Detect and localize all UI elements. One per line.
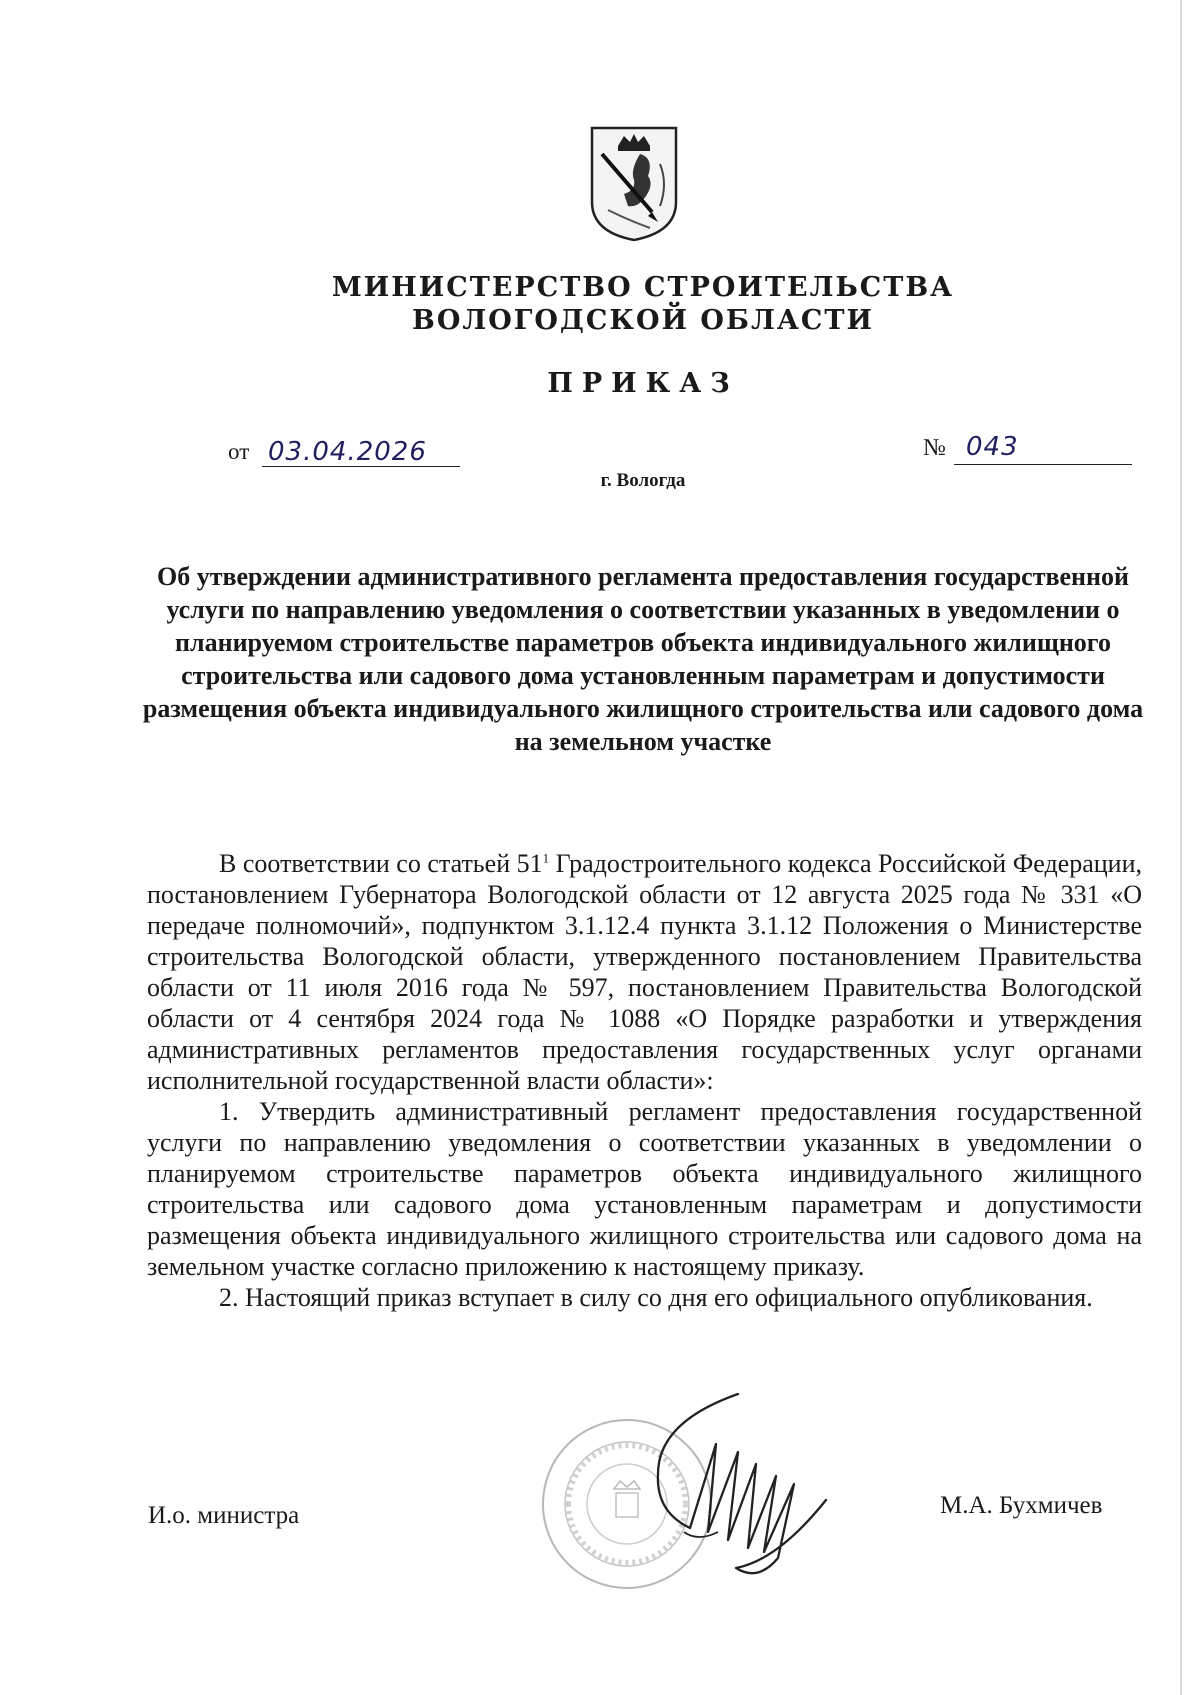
ministry-name-line1: МИНИСТЕРСТВО СТРОИТЕЛЬСТВА [331,272,955,303]
number-value: 043 [966,432,1019,462]
document-subject: Об утверждении административного регламента предоставления государственной услуги по направлению уведомления о соответствии указанных в уведомлении о планируемом строительстве параметров объекта индивидуального жилищного строительства или садового дома установленным параметрам и допустимости размещения объекта индивидуального жилищного строительства или садового дома на земельном участке [142,562,1144,756]
date-prefix: от [228,439,250,464]
preamble-text-end: Градостроительного кодекса Российской Федерации, постановлением Губернатора Вологодской области от 12 августа 2025 года № 331 «О передаче полномочий», подпунктом 3.1.12.4 пункта 3.1.12 Положения о Министерстве строительства Вологодской области, утвержденного постановлением Правительства области от 11 июля 2016 года № 597, постановлением Правительства Вологодской области от 4 сентября 2024 года № 1088 «О Порядке разработки и утверждения административных регламентов предоставления государственных услуг органами исполнительной государственной власти области»: [147,849,1142,1095]
vologda-coat-of-arms-icon [588,124,680,244]
document-type: ПРИКАЗ [547,368,739,399]
handwritten-signature [588,1382,828,1592]
preamble-text-start: В соответствии со статьей 51 [219,849,543,878]
signatory-name: М.А. Бухмичев [940,1492,1103,1519]
date-value: 03.04.2026 [268,437,427,467]
item-2-paragraph: 2. Настоящий приказ вступает в силу со дня его официального опубликования. [219,1283,1093,1312]
signatory-position: И.о. министра [148,1502,300,1529]
document-body [147,848,1142,1313]
item-1-paragraph: 1. Утвердить административный регламент предоставления государственной услуги по направлению уведомления о соответствии указанных в уведомлении о планируемом строительстве параметров объекта индивидуального жилищного строительства или садового дома установленным параметрам и допустимости размещения объекта индивидуального жилищного строительства или садового дома на земельном участке согласно приложению к настоящему приказу. [147,1097,1142,1281]
city: г. Вологда [600,470,686,491]
number-underline [954,464,1132,465]
number-prefix: № [923,435,946,461]
ministry-name-line2: ВОЛОГОДСКОЙ ОБЛАСТИ [412,305,874,336]
preamble-paragraph [147,848,1142,1096]
article-superscript: 1 [542,850,550,866]
scan-edge-line [1180,0,1182,1695]
